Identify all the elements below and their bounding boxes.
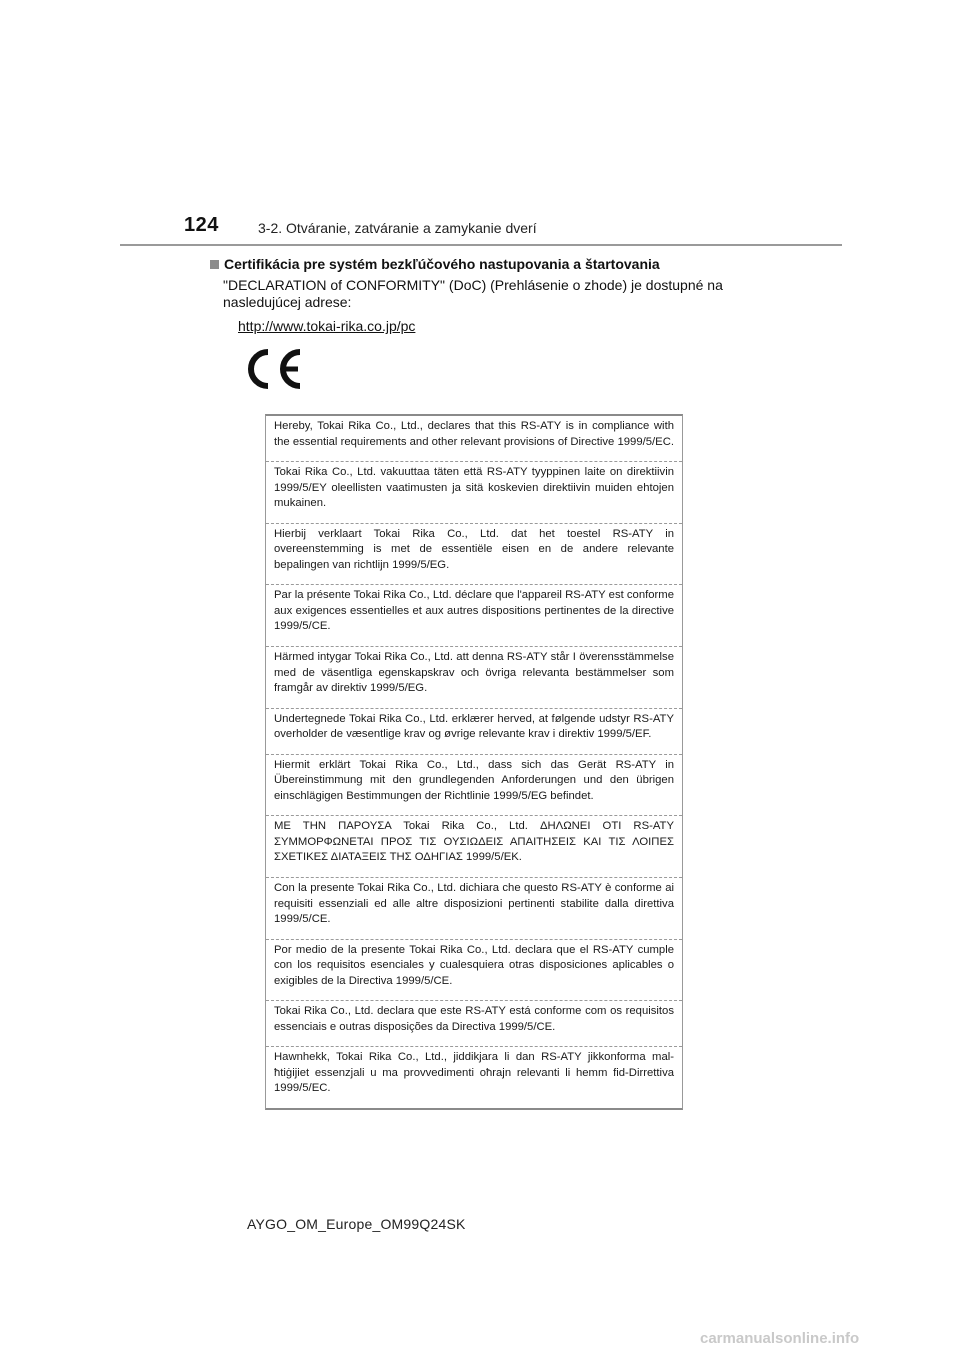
ce-mark-icon: [240, 346, 304, 392]
declaration-of-conformity-box: [265, 414, 683, 1110]
declaration-french: Par la présente Tokai Rika Co., Ltd. déclare que l'appareil RS-ATY est conforme aux exigences essentielles et aux autres dispositions pertinentes de la directive 1999/5/CE.: [266, 585, 682, 647]
doc-url-link[interactable]: http://www.tokai-rika.co.jp/pc: [238, 318, 416, 334]
watermark: carmanualsonline.info: [700, 1330, 860, 1347]
section-heading: [210, 256, 660, 272]
document-code: AYGO_OM_Europe_OM99Q24SK: [247, 1216, 466, 1232]
section-heading-text: Certifikácia pre systém bezkľúčového nastupovania a štartovania: [224, 256, 660, 272]
declaration-english: Hereby, Tokai Rika Co., Ltd., declares that this RS-ATY is in compliance with the essential requirements and other relevant provisions of Directive 1999/5/EC.: [266, 416, 682, 462]
declaration-italian: Con la presente Tokai Rika Co., Ltd. dichiara che questo RS-ATY è conforme ai requisiti essenziali ed alle altre disposizioni pertinenti stabilite dalla direttiva 1999/5/CE.: [266, 878, 682, 940]
declaration-portuguese: Tokai Rika Co., Ltd. declara que este RS-ATY está conforme com os requisitos essenciais e outras disposições da Directiva 1999/5/CE.: [266, 1001, 682, 1047]
declaration-danish: Undertegnede Tokai Rika Co., Ltd. erklærer herved, at følgende udstyr RS-ATY overholder de væsentlige krav og øvrige relevante krav i direktiv 1999/5/EF.: [266, 709, 682, 755]
declaration-german: Hiermit erklärt Tokai Rika Co., Ltd., dass sich das Gerät RS-ATY in Übereinstimmung mit den grundlegenden Anforderungen und den übrigen einschlägigen Bestimmungen der Richtlinie 1999/5/EG befindet.: [266, 755, 682, 817]
declaration-spanish: Por medio de la presente Tokai Rika Co., Ltd. declara que el RS-ATY cumple con los requisitos esenciales y cualesquiera otras disposiciones aplicables o exigibles de la Directiva 1999/5/CE.: [266, 940, 682, 1002]
declaration-swedish: Härmed intygar Tokai Rika Co., Ltd. att denna RS-ATY står I överensstämmelse med de väsentliga egenskapskrav och övriga relevanta bestämmelser som framgår av direktiv 1999/5/EG.: [266, 647, 682, 709]
chapter-title: 3-2. Otváranie, zatváranie a zamykanie dverí: [258, 220, 537, 236]
square-bullet-icon: [210, 260, 219, 269]
intro-paragraph: "DECLARATION of CONFORMITY" (DoC) (Prehlásenie o zhode) je dostupné na nasledujúcej adrese:: [223, 277, 723, 310]
declaration-maltese: Hawnhekk, Tokai Rika Co., Ltd., jiddikjara li dan RS-ATY jikkonforma mal-ħtiġijiet essenzjali u ma provvedimenti oħrajn relevanti li hemm fid-Dirrettiva 1999/5/EC.: [274, 1051, 674, 1095]
declaration-dutch: Hierbij verklaart Tokai Rika Co., Ltd. dat het toestel RS-ATY in overeenstemming is met de essentiële eisen en de andere relevante bepalingen van richtlijn 1999/5/EG.: [266, 524, 682, 586]
declaration-finnish: Tokai Rika Co., Ltd. vakuuttaa täten että RS-ATY tyyppinen laite on direktiivin 1999/5/EY oleellisten vaatimusten ja sitä koskevien direktiivin muiden ehtojen mukainen.: [266, 462, 682, 524]
declaration-greek: ΜΕ ΤΗΝ ΠΑΡΟΥΣΑ Tokai Rika Co., Ltd. ΔΗΛΩΝΕΙ ΟΤΙ RS-ATY ΣΥΜΜΟΡΦΩΝΕΤΑΙ ΠΡΟΣ ΤΙΣ ΟΥΣΙΩΔΕΙΣ ΑΠΑΙΤΗΣΕΙΣ ΚΑΙ ΤΙΣ ΛΟΙΠΕΣ ΣΧΕΤΙΚΕΣ ΔΙΑΤΑΞΕΙΣ ΤΗΣ ΟΔΗΓΙΑΣ 1999/5/ΕΚ.: [266, 816, 682, 878]
page-number: 124: [184, 214, 219, 236]
header-divider: [120, 244, 842, 246]
